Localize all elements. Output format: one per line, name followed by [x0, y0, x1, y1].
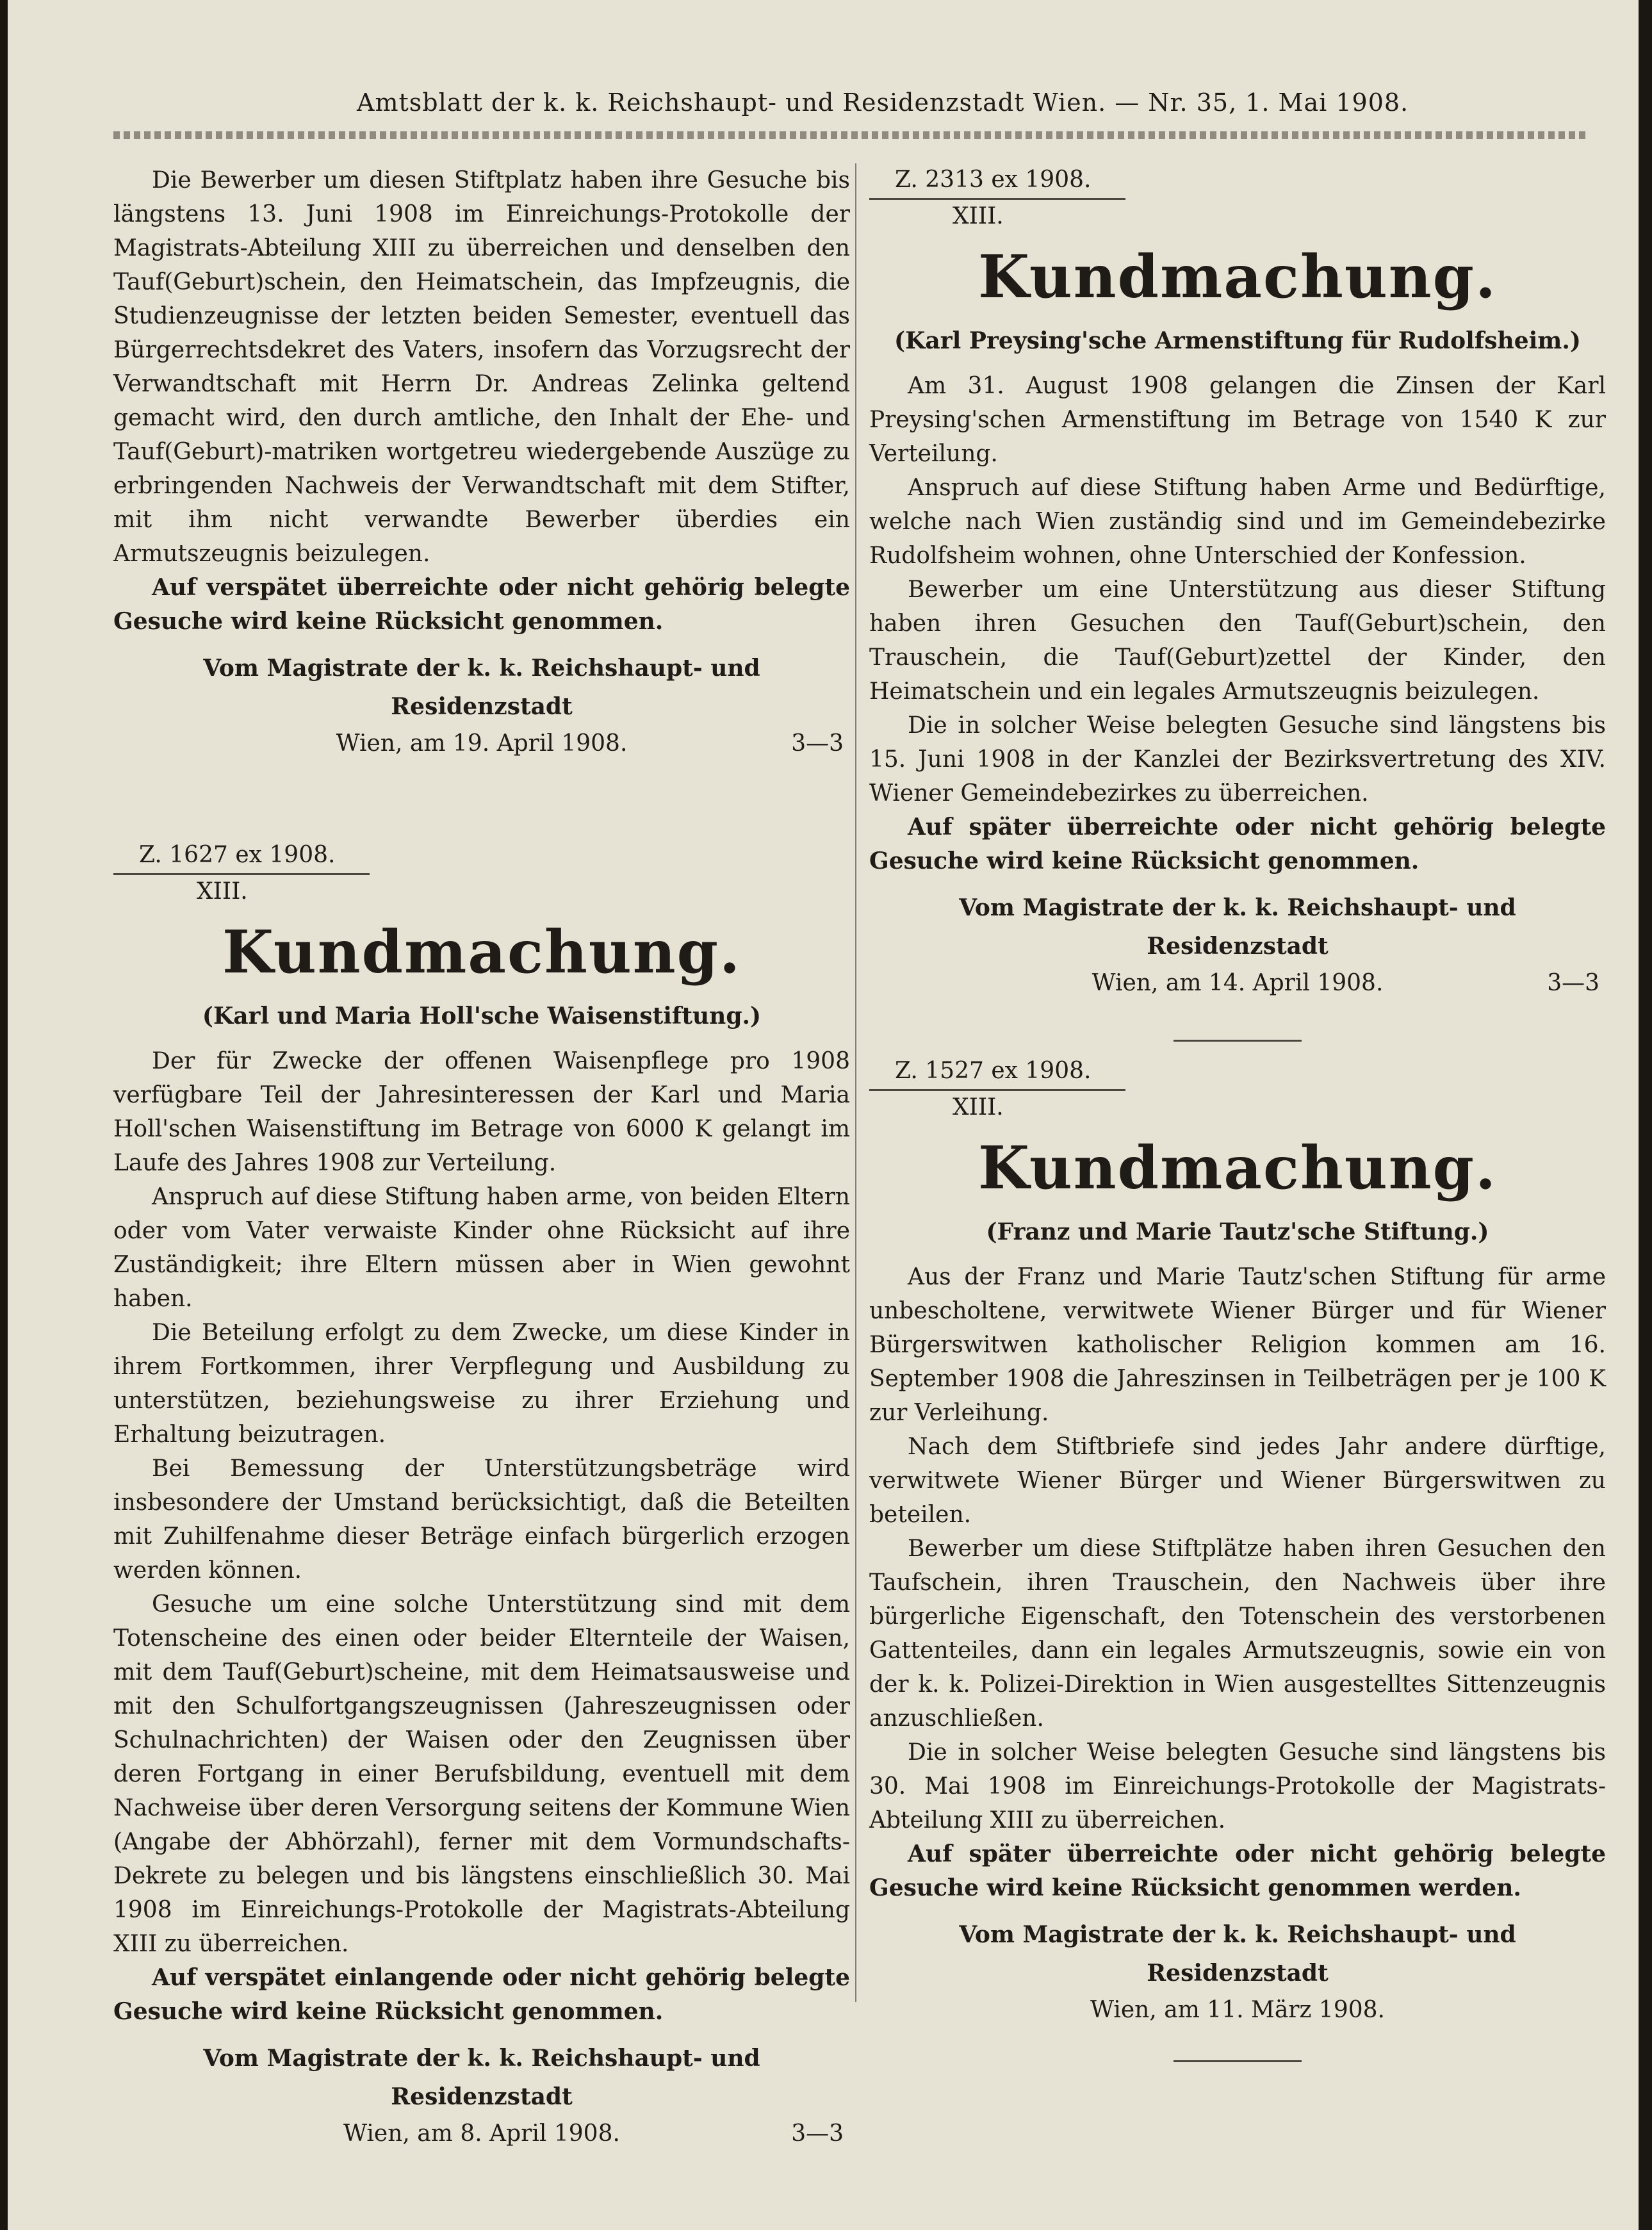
warning-paragraph: Auf verspätet einlangende oder nicht gehörig belegte Gesuche wird keine Rücksicht genommen. — [113, 1964, 850, 2025]
section-divider — [1174, 1040, 1302, 1042]
issue-date: Wien, am 14. April 1908. — [1092, 970, 1384, 996]
page-header: Amtsblatt der k. k. Reichshaupt- und Residenzstadt Wien. — Nr. 35, 1. Mai 1908. — [357, 88, 1409, 117]
warning-paragraph: Auf später überreichte oder nicht gehörig belegte Gesuche wird keine Rücksicht genommen werden. — [869, 1841, 1606, 1901]
signature-line: Vom Magistrate der k. k. Reichshaupt- und Residenzstadt — [203, 655, 760, 720]
department: XIII. — [197, 878, 248, 905]
paragraph: Aus der Franz und Marie Tautz'schen Stiftung für arme unbescholtene, verwitwete Wiener Bürger und für Wiener Bürgerswitwen katholischer Religion kommen am 16. September 1908 die Jahreszinsen in Teilbeträgen per je 100 K zur Verleihung. — [869, 1264, 1606, 1426]
reference-rule — [869, 198, 1125, 200]
reference-rule — [869, 1089, 1125, 1091]
reference-number: Z. 1527 ex 1908. — [895, 1058, 1092, 1084]
right-column — [869, 163, 1606, 2075]
paragraph: Die in solcher Weise belegten Gesuche sind längstens bis 15. Juni 1908 in der Kanzlei der Bezirksvertretung des XIV. Wiener Gemeindebezirkes zu überreichen. — [869, 712, 1606, 807]
date-row — [113, 726, 850, 762]
series-number: 3—3 — [791, 730, 844, 757]
left-column — [113, 163, 850, 2152]
announcement-title: Kundmachung. — [977, 1133, 1498, 1202]
signature-line: Vom Magistrate der k. k. Reichshaupt- und Residenzstadt — [959, 1921, 1516, 1987]
date-row — [869, 1992, 1606, 2028]
intro-paragraph: Die Bewerber um diesen Stiftplatz haben ihre Gesuche bis längstens 13. Juni 1908 im Einreichungs-Protokolle der Magistrats-Abteilung XIII zu überreichen und denselben den Tauf(Geburt)schein, den Heimatschein, das Impfzeugnis, die Studienzeugnisse der letzten beiden Semester, eventuell das Bürgerrechtsdekret des Vaters, insofern das Vorzugsrecht der Verwandtschaft mit Herrn Dr. Andreas Zelinka geltend gemacht wird, den durch amtliche, den Inhalt der Ehe- und Tauf(Geburt)-matriken wortgetreu wiedergebende Auszüge zu erbringenden Nachweis der Verwandtschaft mit dem Stifter, mit ihm nicht verwandte Bewerber überdies ein Armutszeugnis beizulegen. — [113, 167, 850, 567]
paragraph: Nach dem Stiftbriefe sind jedes Jahr andere dürftige, verwitwete Wiener Bürger und Wiener Bürgerswitwen zu beteilen. — [869, 1434, 1606, 1528]
page — [8, 0, 1639, 2230]
paragraph: Die in solcher Weise belegten Gesuche sind längstens bis 30. Mai 1908 im Einreichungs-Protokolle der Magistrats-Abteilung XIII zu überreichen. — [869, 1739, 1606, 1833]
date-row — [113, 2116, 850, 2152]
paragraph: Bei Bemessung der Unterstützungsbeträge wird insbesondere der Umstand berücksichtigt, daß die Beteilten mit Zuhilfenahme dieser Beträge einfach bürgerlich erzogen werden können. — [113, 1455, 850, 1584]
department: XIII. — [953, 1094, 1004, 1120]
reference-number: Z. 1627 ex 1908. — [139, 842, 336, 868]
reference-rule — [113, 873, 370, 875]
paragraph: Anspruch auf diese Stiftung haben Arme und Bedürftige, welche nach Wien zuständig sind und im Gemeindebezirke Rudolfsheim wohnen, ohne Unterschied der Konfession. — [869, 475, 1606, 569]
reference-number: Z. 2313 ex 1908. — [895, 167, 1092, 193]
issue-date: Wien, am 11. März 1908. — [1090, 1997, 1385, 2023]
section-divider — [1174, 2060, 1302, 2062]
paragraph: Bewerber um diese Stiftplätze haben ihren Gesuchen den Taufschein, ihren Trauschein, den Nachweis über ihre bürgerliche Eigenschaft, den Totenschein des verstorbenen Gattenteiles, dann ein legales Armutszeugnis, sowie ein von der k. k. Polizei-Direktion in Wien ausgestelltes Sittenzeugnis anzuschließen. — [869, 1536, 1606, 1732]
paragraph: Der für Zwecke der offenen Waisenpflege pro 1908 verfügbare Teil der Jahresinteressen der Karl und Maria Holl'schen Waisenstiftung im Betrage von 6000 K gelangt im Laufe des Jahres 1908 zur Verteilung. — [113, 1048, 850, 1176]
date-row — [869, 965, 1606, 1001]
issue-date: Wien, am 19. April 1908. — [336, 730, 628, 757]
header-divider — [113, 131, 1587, 139]
signature-line: Vom Magistrate der k. k. Reichshaupt- und Residenzstadt — [959, 894, 1516, 960]
paragraph: Anspruch auf diese Stiftung haben arme, von beiden Eltern oder vom Vater verwaiste Kinder ohne Rücksicht auf ihre Zuständigkeit; ihre Eltern müssen aber in Wien gewohnt haben. — [113, 1184, 850, 1312]
paragraph: Gesuche um eine solche Unterstützung sind mit dem Totenscheine des einen oder beider Elternteile der Waisen, mit dem Tauf(Geburt)scheine, mit dem Heimatsausweise und mit den Schulfortgangszeugnissen (Jahreszeugnissen oder Schulnachrichten) der Waisen oder den Zeugnissen über deren Fortgang in einer Berufsbildung, eventuell mit dem Nachweise über deren Versorgung seitens der Kommune Wien (Angabe der Abhörzahl), ferner mit dem Vormundschafts-Dekrete zu belegen und bis längstens einschließlich 30. Mai 1908 im Einreichungs-Protokolle der Magistrats-Abteilung XIII zu überreichen. — [113, 1591, 850, 1957]
announcement-subtitle: (Karl und Maria Holl'sche Waisenstiftung.) — [202, 1003, 762, 1029]
intro-warning: Auf verspätet überreichte oder nicht gehörig belegte Gesuche wird keine Rücksicht genommen. — [113, 574, 850, 635]
issue-date: Wien, am 8. April 1908. — [343, 2120, 620, 2147]
announcement-title: Kundmachung. — [977, 242, 1498, 311]
series-number: 3—3 — [1547, 970, 1599, 996]
signature-line: Vom Magistrate der k. k. Reichshaupt- und Residenzstadt — [203, 2045, 760, 2110]
paragraph: Am 31. August 1908 gelangen die Zinsen der Karl Preysing'schen Armenstiftung im Betrage von 1540 K zur Verteilung. — [869, 373, 1606, 467]
department: XIII. — [953, 203, 1004, 229]
warning-paragraph: Auf später überreichte oder nicht gehörig belegte Gesuche wird keine Rücksicht genommen. — [869, 814, 1606, 874]
announcement-title: Kundmachung. — [222, 917, 742, 987]
paragraph: Die Beteilung erfolgt zu dem Zwecke, um diese Kinder in ihrem Fortkommen, ihrer Verpflegung und Ausbildung zu unterstützen, beziehungsweise zu ihrer Erziehung und Erhaltung beizutragen. — [113, 1320, 850, 1448]
column-divider — [855, 163, 856, 2002]
series-number: 3—3 — [791, 2120, 844, 2147]
announcement-subtitle: (Karl Preysing'sche Armenstiftung für Rudolfsheim.) — [894, 327, 1581, 354]
paragraph: Bewerber um eine Unterstützung aus dieser Stiftung haben ihren Gesuchen den Tauf(Geburt)schein, den Trauschein, die Tauf(Geburt)zettel der Kinder, den Heimatschein und ein legales Armutszeugnis beizulegen. — [869, 577, 1606, 705]
announcement-subtitle: (Franz und Marie Tautz'sche Stiftung.) — [986, 1218, 1489, 1245]
